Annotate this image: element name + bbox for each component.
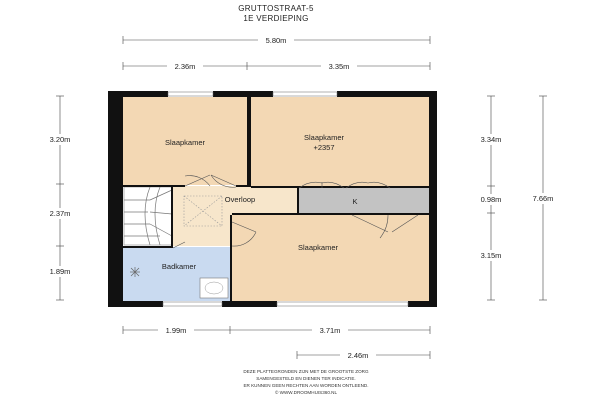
- room-label-bedroom-2: Slaapkamer: [303, 133, 345, 142]
- room-label-landing: Overloop: [224, 195, 256, 204]
- disclaimer-line-2: SAMENGESTELD EN DIENEN TER INDICATIE.: [256, 376, 356, 381]
- room-label-bedroom-3: Slaapkamer: [297, 243, 339, 252]
- room-label-bathroom: Badkamer: [161, 262, 197, 271]
- top-right-label: 3.35m: [328, 62, 350, 71]
- sink: [200, 278, 228, 298]
- top-left-label: 2.36m: [174, 62, 196, 71]
- bottom-right-label: 3.71m: [319, 326, 341, 335]
- staircase: [124, 187, 172, 245]
- left-1-label: 3.20m: [49, 135, 71, 144]
- bottom-left-label: 1.99m: [165, 326, 187, 335]
- window-bedroom-2: [273, 92, 337, 96]
- room-note-bedroom-2: +2357: [313, 143, 335, 152]
- right-1-label: 3.34m: [480, 135, 502, 144]
- window-bedroom-1: [168, 92, 213, 96]
- window-bathroom: [163, 302, 222, 306]
- room-label-bedroom-1: Slaapkamer: [164, 138, 206, 147]
- disclaimer: [243, 369, 369, 395]
- bedroom-3-floor: [232, 215, 429, 301]
- floor-title: 1E VERDIEPING: [243, 14, 309, 23]
- left-2-label: 2.37m: [49, 209, 71, 218]
- window-bedroom-3: [277, 302, 408, 306]
- room-label-closet: K: [352, 197, 358, 206]
- right-2-label: 0.98m: [480, 195, 502, 204]
- disclaimer-line-4: © WWW.DROOMHUIS360.NL: [274, 390, 338, 395]
- bedroom-2-floor: [251, 97, 429, 187]
- disclaimer-line-3: ER KUNNEN GEEN RECHTEN AAN WORDEN ONTLEEND.: [243, 383, 369, 388]
- right-3-label: 3.15m: [480, 251, 502, 260]
- disclaimer-line-1: DEZE PLATTEGRONDEN ZIJN MET DE GROOTSTE ZORG: [243, 369, 369, 374]
- right-total-label: 7.66m: [532, 194, 554, 203]
- address-title: GRUTTOSTRAAT-5: [238, 4, 314, 13]
- top-total-label: 5.80m: [265, 36, 287, 45]
- closet-floor: [298, 188, 429, 213]
- bottom-sub-label: 2.46m: [347, 351, 369, 360]
- left-3-label: 1.89m: [49, 267, 71, 276]
- ceiling-light-icon: [130, 267, 140, 277]
